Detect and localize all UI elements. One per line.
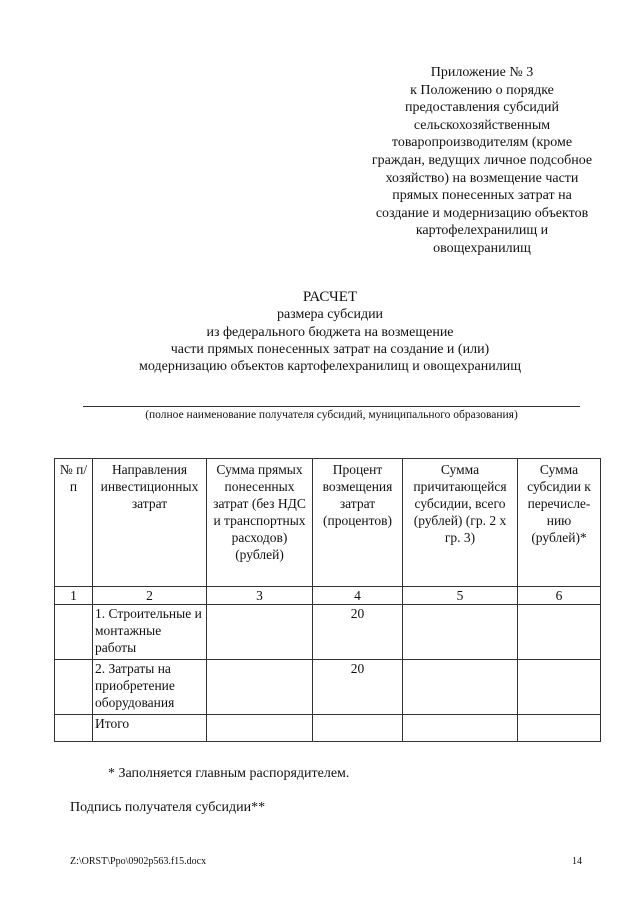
table-cell [207, 605, 313, 660]
file-path: Z:\ORST\Ppo\0902p563.f15.docx [70, 856, 207, 867]
table-cell: 2. Затраты на приобретение оборудования [93, 660, 207, 715]
recipient-name-line [83, 406, 580, 407]
column-number: 3 [207, 587, 313, 605]
table-cell [403, 715, 518, 742]
table-row [55, 660, 601, 715]
column-number: 6 [518, 587, 601, 605]
calculation-subtitle-line: из федерального бюджета на возмещение [206, 324, 454, 340]
calculation-subtitle-line: модернизацию объектов картофелехранилищ и овощехранилищ [139, 359, 521, 375]
table-cell: 20 [313, 605, 403, 660]
footnote: * Заполняется главным распорядителем. [108, 766, 350, 781]
calculation-subtitle-line: размера субсидии [276, 307, 384, 323]
recipient-caption: (полное наименование получателя субсидий, муниципального образования) [145, 409, 518, 421]
appendix-line: хозяйство) на возмещение части [385, 170, 579, 186]
table-cell [207, 715, 313, 742]
column-number: 2 [93, 587, 207, 605]
appendix-line: создание и модернизацию объектов [375, 205, 589, 221]
appendix-line: прямых понесенных затрат на [392, 188, 572, 204]
table-cell: 20 [313, 660, 403, 715]
subsidy-calculation-table [54, 458, 601, 742]
table-header-row [55, 459, 601, 587]
appendix-line: овощехранилищ [433, 240, 531, 256]
column-header: Сумма причитающейся субсидии, всего (рублей) (гр. 2 х гр. 3) [403, 459, 518, 587]
appendix-line: граждан, ведущих личное подсобное [371, 152, 593, 168]
table-cell: 1. Строительные и монтажные работы [93, 605, 207, 660]
signature-label: Подпись получателя субсидии** [70, 800, 266, 815]
page-number: 14 [572, 856, 582, 867]
column-number: 1 [55, 587, 93, 605]
table-cell [518, 605, 601, 660]
column-header: Процент возмещения затрат (процентов) [313, 459, 403, 587]
column-number: 4 [313, 587, 403, 605]
calculation-heading: РАСЧЕТ [302, 289, 358, 305]
appendix-line: к Положению о порядке [410, 82, 554, 98]
column-header: Сумма прямых понесенных затрат (без НДС и транспортных расходов) (рублей) [207, 459, 313, 587]
column-header: № п/п [55, 459, 93, 587]
table-cell [55, 660, 93, 715]
table-cell [518, 660, 601, 715]
calculation-title-block [0, 289, 640, 375]
appendix-reference [342, 64, 622, 258]
appendix-line: картофелехранилищ и [415, 223, 549, 239]
calculation-subtitle-line: части прямых понесенных затрат на создание и (или) [170, 341, 490, 357]
table-cell [403, 605, 518, 660]
table-cell: Итого [93, 715, 207, 742]
table-cell [55, 605, 93, 660]
table-cell [403, 660, 518, 715]
table-total-row [55, 715, 601, 742]
column-header: Направления инвестиционных затрат [93, 459, 207, 587]
table-cell [207, 660, 313, 715]
table-cell [55, 715, 93, 742]
table-cell [518, 715, 601, 742]
appendix-line: Приложение № 3 [430, 65, 534, 80]
column-number: 5 [403, 587, 518, 605]
appendix-line: предоставления субсидий [404, 100, 560, 116]
table-row [55, 605, 601, 660]
table-cell [313, 715, 403, 742]
column-header: Сумма субсидии к перечисле-нию (рублей)* [518, 459, 601, 587]
appendix-line: товаропроизводителям (кроме [391, 135, 573, 151]
column-number-row [55, 587, 601, 605]
appendix-line: сельскохозяйственным [413, 117, 551, 133]
